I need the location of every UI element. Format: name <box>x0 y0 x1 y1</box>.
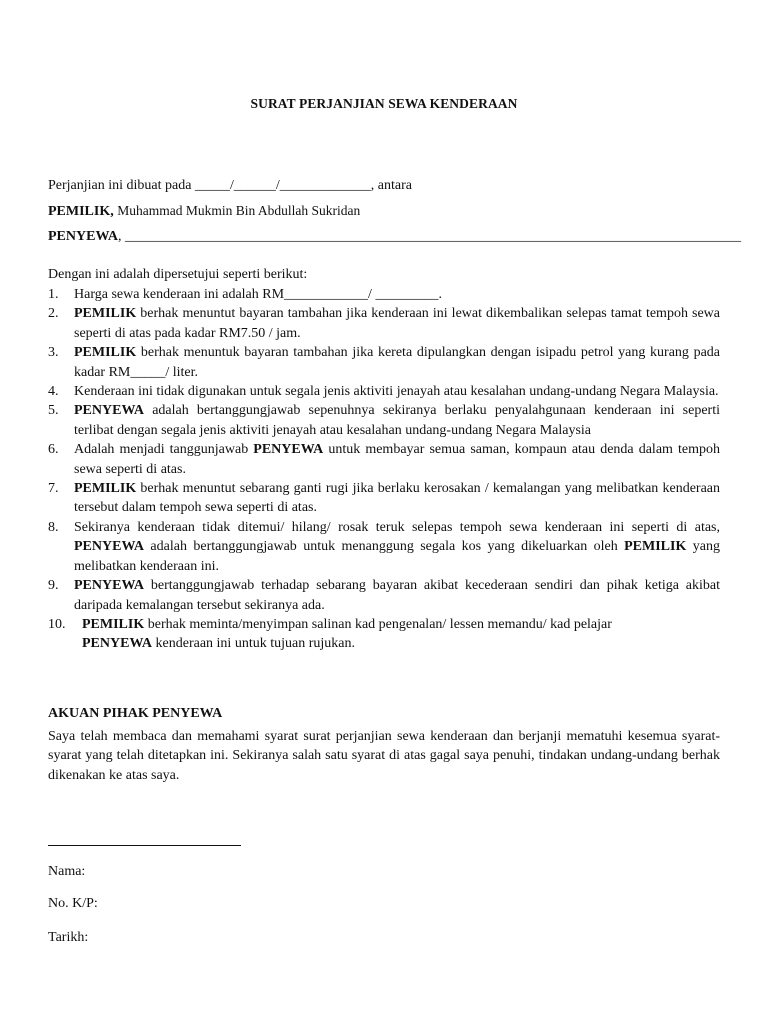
ic-label: No. K/P: <box>48 896 98 911</box>
term-party: PEMILIK <box>74 306 137 322</box>
term-party: PEMILIK <box>74 481 137 497</box>
intro-suffix: , antara <box>370 178 412 193</box>
term-item <box>48 285 720 304</box>
term-party-2: PENYEWA <box>82 636 153 652</box>
term-party: PENYEWA <box>74 578 145 594</box>
owner-line <box>48 203 360 220</box>
term-item <box>48 382 720 401</box>
term-text: adalah bertanggungjawab sepenuhnya sekiranya berlaku penyalahgunaan kenderaan ini seperti terlibat dengan segala jenis aktiviti jenayah atau kesalahan undang-undang Negara Malaysia <box>74 403 720 438</box>
term-text: Kenderaan ini tidak digunakan untuk segala jenis aktiviti jenayah atau kesalahan undang-undang Negara Malaysia. <box>74 384 719 400</box>
term-number: 3. <box>48 345 59 361</box>
tenant-blank[interactable]: , ________________________________________________________________________________________ <box>118 229 742 244</box>
term-text-post: kenderaan ini untuk tujuan rujukan. <box>152 636 355 652</box>
term-text: berhak menuntut sebarang ganti rugi jika berlaku kerosakan / kemalangan yang melibatkan kenderaan tersebut dalam tempoh sewa seperti di atas. <box>74 481 720 516</box>
term-item <box>48 576 720 615</box>
term-party-2: PEMILIK <box>624 539 687 555</box>
term-text: berhak menuntuk bayaran tambahan jika kereta dipulangkan dengan isipadu petrol yang kurang pada kadar RM_____/ liter. <box>74 345 720 380</box>
term-text: berhak meminta/menyimpan salinan kad pengenalan/ lessen memandu/ kad pelajar <box>144 616 612 632</box>
term-party: PEMILIK <box>82 616 145 632</box>
declaration-body: Saya telah membaca dan memahami syarat surat perjanjian sewa kenderaan dan berjanji mematuhi kesemua syarat-syarat yang telah ditetapkan ini. Sekiranya salah satu syarat di atas gagal saya penuhi, tindakan undang-undang berhak dikenakan ke atas saya. <box>48 729 720 783</box>
term-party: PENYEWA <box>253 442 324 458</box>
owner-joiner: dan <box>340 203 361 218</box>
term-number: 8. <box>48 519 59 535</box>
term-text: berhak menuntut bayaran tambahan jika kenderaan ini lewat dikembalikan selepas tamat tempoh sewa seperti di atas pada kadar RM7.50 / jam. <box>74 306 720 341</box>
term-item <box>48 479 720 518</box>
term-item <box>48 440 720 479</box>
term-number: 10. <box>48 616 66 632</box>
term-item <box>48 343 720 382</box>
document-title: SURAT PERJANJIAN SEWA KENDERAAN <box>250 96 518 111</box>
declaration-heading: AKUAN PIHAK PENYEWA <box>48 706 223 721</box>
tenant-line <box>48 229 741 245</box>
term-item <box>48 615 720 654</box>
agreement-date-line <box>48 178 412 194</box>
term-text: Harga sewa kenderaan ini adalah RM____________/ _________. <box>74 287 442 302</box>
term-text: bertanggungjawab terhadap sebarang bayaran akibat kecederaan sendiri dan pihak ketiga akibat daripada kemalangan tersebut sekiranya ada. <box>74 578 720 613</box>
term-text-post: yang melibatkan kenderaan ini. <box>74 539 720 574</box>
intro-prefix: Perjanjian ini dibuat pada <box>48 178 195 193</box>
owner-label: PEMILIK, <box>48 204 114 219</box>
term-text: untuk membayar semua saman, kompaun atau denda dalam tempoh sewa seperti di atas. <box>74 442 720 477</box>
terms-list <box>48 285 720 654</box>
term-party: PEMILIK <box>74 345 137 361</box>
term-number: 5. <box>48 403 59 419</box>
terms-lead: Dengan ini adalah dipersetujui seperti berikut: <box>48 267 308 282</box>
term-text-pre: Adalah menjadi tanggunjawab <box>74 442 254 458</box>
owner-name: Muhammad Mukmin Bin Abdullah Sukri <box>117 203 341 218</box>
term-item <box>48 518 720 576</box>
term-number: 4. <box>48 384 59 400</box>
term-number: 1. <box>48 287 59 302</box>
tenant-label: PENYEWA <box>48 229 119 244</box>
date-blank[interactable]: _____/______/_____________ <box>194 178 371 193</box>
term-party: PENYEWA <box>74 403 145 419</box>
term-number: 9. <box>48 578 59 594</box>
name-label: Nama: <box>48 864 86 879</box>
term-text: adalah bertanggungjawab untuk menanggung segala kos yang dikeluarkan oleh <box>144 539 625 555</box>
term-party: PENYEWA <box>74 539 145 555</box>
term-item <box>48 304 720 343</box>
term-text-pre: Sekiranya kenderaan tidak ditemui/ hilang/ rosak teruk selepas tempoh sewa kenderaan ini seperti di atas, <box>74 519 720 535</box>
term-item <box>48 401 720 440</box>
term-number: 2. <box>48 306 59 322</box>
date-label: Tarikh: <box>48 930 89 945</box>
term-number: 6. <box>48 442 59 458</box>
term-continuation <box>82 634 720 653</box>
signature-line[interactable] <box>48 845 241 846</box>
term-number: 7. <box>48 481 59 497</box>
